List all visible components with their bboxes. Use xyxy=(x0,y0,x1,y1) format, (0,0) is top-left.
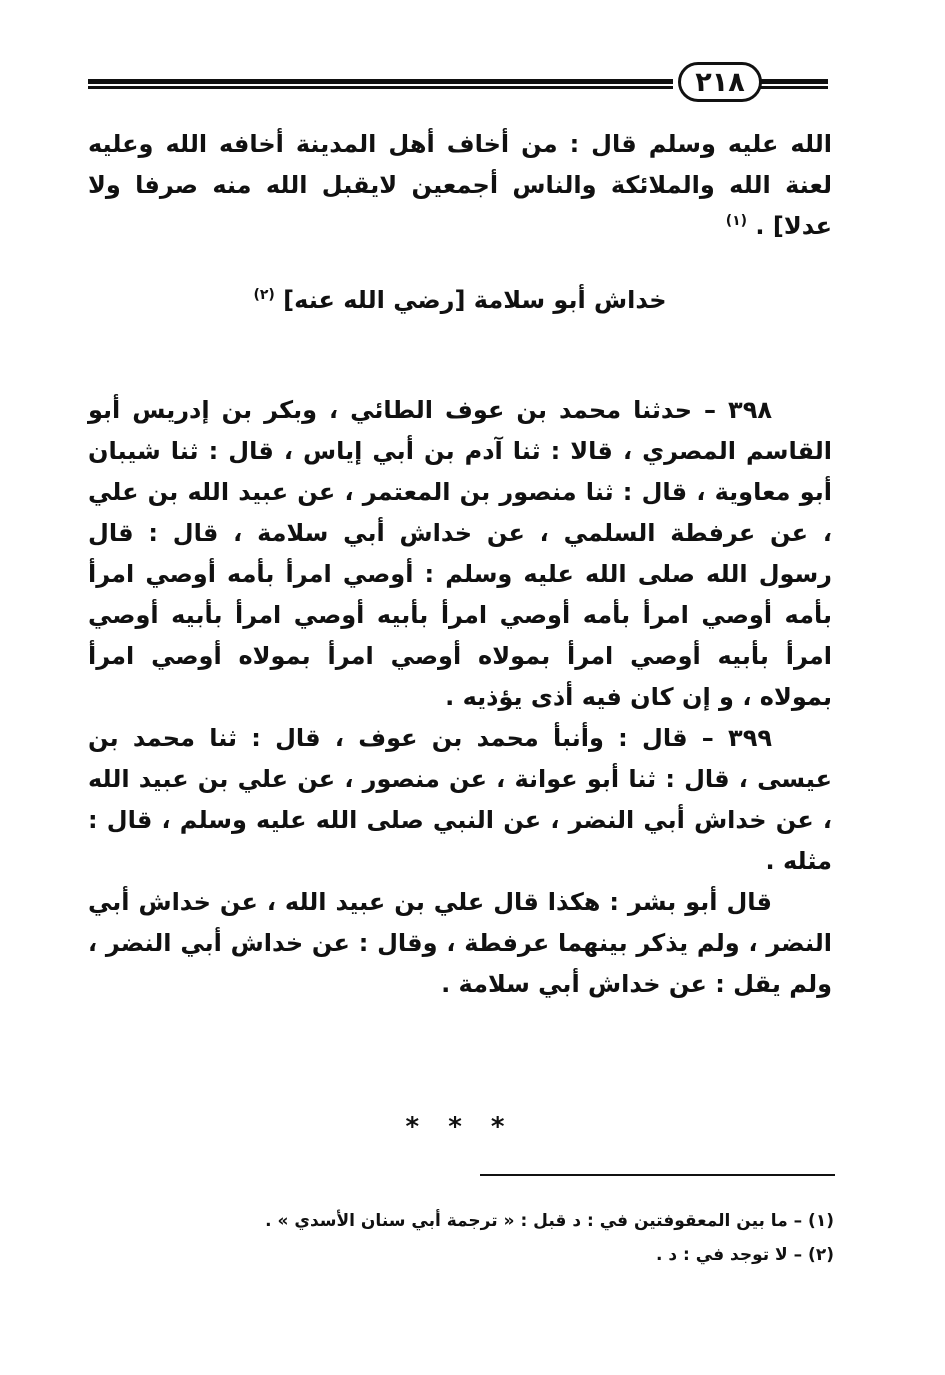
footnote-2: (٢) – لا توجد في : د . xyxy=(656,1245,834,1265)
commentary-paragraph: قال أبو بشر : هكذا قال علي بن عبيد الله ، عن خداش أبي النضر ، ولم يذكر بينهما عرفطة ، وقال : عن خداش أبي النضر ، ولم يقل : عن خداش أبي سلامة . xyxy=(88,888,832,998)
page-number: ٢١٨ xyxy=(678,62,762,102)
footnote-ref-1: (١) xyxy=(725,213,748,229)
section-separator: * * * xyxy=(405,1112,515,1142)
intro-text: الله عليه وسلم قال : من أخاف أهل المدينة أخافه الله وعليه لعنة الله والملائكة والناس أجمعين لايقبل الله منه صرفا ولا عدلا] . xyxy=(88,130,832,240)
header-rule-right xyxy=(760,79,828,89)
intro-paragraph xyxy=(88,124,832,247)
footnotes xyxy=(88,1204,834,1272)
intro-block xyxy=(88,124,832,247)
section-title-text: خداش أبو سلامة [رضي الله عنه] xyxy=(283,286,667,314)
section-title xyxy=(88,286,832,314)
hadith-399: ٣٩٩ – قال : وأنبأ محمد بن عوف ، قال : ثنا محمد بن عيسى ، قال : ثنا أبو عوانة ، عن منصور ، عن علي بن عبيد الله ، عن خداش أبي النضر ، عن النبي صلى الله عليه وسلم ، قال : مثله . xyxy=(88,724,832,875)
hadith-398: ٣٩٨ – حدثنا محمد بن عوف الطائي ، وبكر بن إدريس أبو القاسم المصري ، قالا : ثنا آدم بن أبي إياس ، قال : ثنا شيبان أبو معاوية ، قال : ثنا منصور بن المعتمر ، عن عبيد الله بن علي ، عن عرفطة السلمي ، عن خداش أبي سلامة ، قال : قال رسول الله صلى الله عليه وسلم : أوصي امرأ بأمه أوصي امرأ بأمه أوصي امرأ بأمه أوصي امرأ بأبيه أوصي امرأ بأبيه أوصي امرأ بأبيه أوصي امرأ بمولاه أوصي امرأ بمولاه أوصي امرأ بمولاه ، و إن كان فيه أذى يؤذيه . xyxy=(88,396,832,711)
footnote-ref-2: (٢) xyxy=(253,287,275,303)
footnote-rule xyxy=(480,1174,835,1176)
hadith-block xyxy=(88,390,832,1005)
header-rule-left xyxy=(88,79,673,89)
footnote-1: (١) – ما بين المعقوفتين في : د قبل : « ترجمة أبي سنان الأسدي » . xyxy=(265,1211,834,1231)
page-header xyxy=(88,58,828,106)
